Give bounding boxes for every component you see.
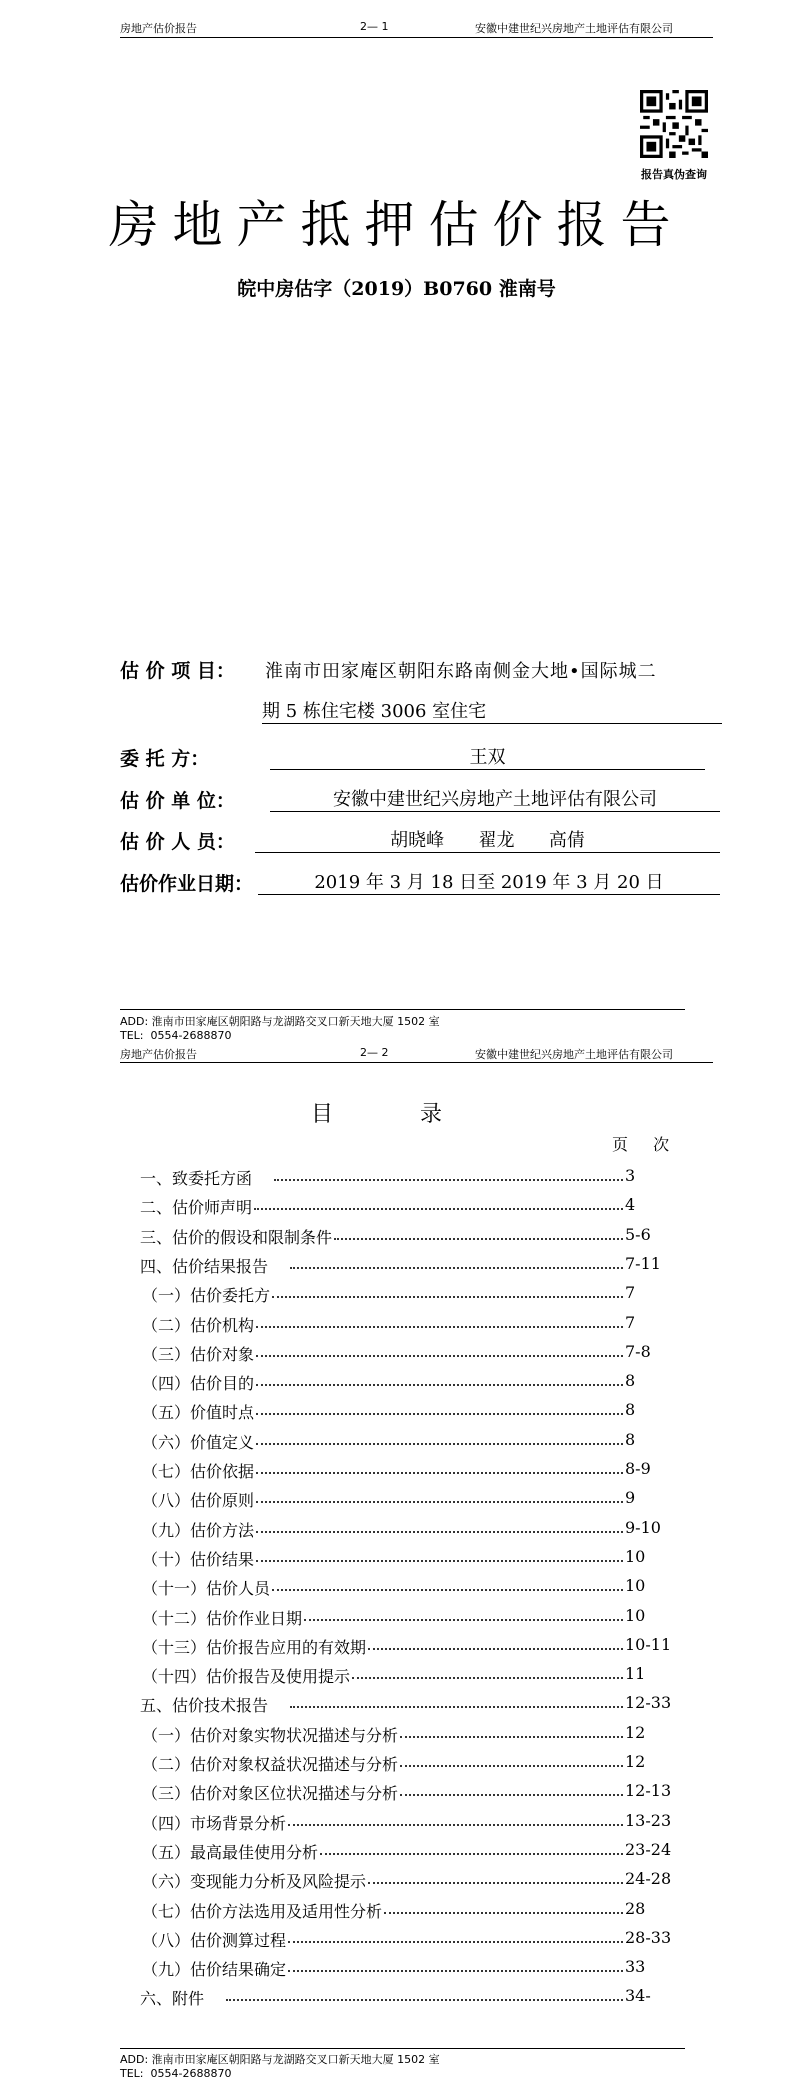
toc-leader-dots xyxy=(288,1820,623,1826)
toc-item-page: 10-11 xyxy=(625,1634,672,1654)
report-number: 皖中房估字（2019）B0760 淮南号 xyxy=(237,278,556,300)
toc-item-page: 12 xyxy=(625,1722,646,1742)
header-title-2: 房地产估价报告 xyxy=(120,1048,197,1061)
toc-item-label: （五）价值时点 xyxy=(142,1400,256,1423)
toc-item-page: 8-9 xyxy=(625,1459,651,1478)
toc-leader-dots xyxy=(384,1908,623,1914)
toc-item-label: （七）估价依据 xyxy=(142,1459,256,1482)
toc-item-label: （八）估价测算过程 xyxy=(142,1928,288,1951)
toc-item-label: （四）市场背景分析 xyxy=(142,1811,288,1834)
toc-item-page: 4 xyxy=(625,1195,636,1215)
date-label: 估价作业日期： xyxy=(120,873,254,895)
toc-item-page: 12-13 xyxy=(625,1781,672,1801)
toc-leader-dots xyxy=(256,1380,623,1386)
list-item xyxy=(0,1283,793,1311)
toc-item-label: （九）估价结果确定 xyxy=(142,1957,288,1980)
project-value-line2: 期 5 栋住宅楼 3006 室住宅 xyxy=(262,697,722,724)
list-item xyxy=(0,1195,793,1223)
toc-item-label: （十四）估价报告及使用提示 xyxy=(142,1664,352,1687)
toc-leader-dots xyxy=(334,1234,623,1240)
header-divider-2 xyxy=(120,1062,713,1063)
toc-item-label: （二）估价对象权益状况描述与分析 xyxy=(142,1752,400,1775)
toc-leader-dots xyxy=(290,1263,623,1269)
client-label: 委 托 方： xyxy=(120,748,210,770)
toc-leader-dots xyxy=(256,1351,623,1357)
header-divider xyxy=(120,37,713,38)
toc-item-page: 9 xyxy=(625,1488,636,1508)
toc-item-label: （十二）估价作业日期 xyxy=(142,1606,304,1629)
toc-item-page: 3 xyxy=(625,1166,636,1185)
toc-item-page: 10 xyxy=(625,1605,646,1625)
list-item xyxy=(0,1723,793,1751)
list-item xyxy=(0,1928,793,1956)
toc-item-page: 12 xyxy=(625,1752,646,1771)
list-item xyxy=(0,1899,793,1927)
list-item xyxy=(0,1957,793,1985)
toc-item-page: 24-28 xyxy=(625,1869,672,1889)
toc-item-page: 10 xyxy=(625,1576,646,1596)
toc-leader-dots xyxy=(254,1204,623,1210)
footer-address: ADD: 淮南市田家庵区朝阳路与龙湖路交叉口新天地大厦 1502 室 xyxy=(120,1015,440,1028)
toc-leader-dots xyxy=(256,1527,623,1533)
list-item xyxy=(0,1313,793,1341)
toc-item-page: 7 xyxy=(625,1312,636,1332)
toc-item-label: 四、估价结果报告 xyxy=(140,1254,270,1277)
toc-item-label: （一）估价委托方 xyxy=(142,1283,272,1306)
toc-item-label: （十一）估价人员 xyxy=(142,1576,272,1599)
client-value: 王双 xyxy=(270,743,705,770)
list-item xyxy=(0,1225,793,1253)
toc-leader-dots xyxy=(400,1761,623,1767)
toc-leader-dots xyxy=(256,1439,623,1445)
list-item xyxy=(0,1606,793,1634)
toc-item-page: 11 xyxy=(625,1664,646,1684)
toc-leader-dots xyxy=(256,1322,623,1328)
toc-item-page: 8 xyxy=(625,1429,636,1449)
list-item xyxy=(0,1371,793,1399)
toc-item-page: 9-10 xyxy=(625,1517,661,1537)
toc-item-page: 10 xyxy=(625,1546,646,1566)
footer-phone-2: TEL: 0554-2688870 xyxy=(120,2067,232,2080)
header-title: 房地产估价报告 xyxy=(120,22,197,35)
toc-item-label: 五、估价技术报告 xyxy=(140,1693,270,1716)
toc-item-page: 28-33 xyxy=(625,1927,672,1947)
toc-leader-dots xyxy=(256,1409,623,1415)
toc-item-label: 二、估价师声明 xyxy=(140,1195,254,1218)
toc-item-label: （六）变现能力分析及风险提示 xyxy=(142,1869,368,1892)
toc-item-label: （十）估价结果 xyxy=(142,1547,256,1570)
toc-item-label: 六、附件 xyxy=(140,1986,206,2009)
toc-item-page: 7-11 xyxy=(625,1253,661,1273)
list-item xyxy=(0,1635,793,1663)
toc-item-label: （四）估价目的 xyxy=(142,1371,256,1394)
toc-item-page: 7 xyxy=(625,1283,636,1303)
qr-caption: 报告真伪查询 xyxy=(641,168,707,181)
list-item xyxy=(0,1400,793,1428)
list-item xyxy=(0,1518,793,1546)
toc-item-label: （十三）估价报告应用的有效期 xyxy=(142,1635,368,1658)
qr-code-icon xyxy=(640,90,708,158)
list-item xyxy=(0,1459,793,1487)
toc-leader-dots xyxy=(288,1966,623,1972)
header-company: 安徽中建世纪兴房地产土地评估有限公司 xyxy=(475,22,673,35)
toc-leader-dots xyxy=(320,1849,623,1855)
toc-leader-dots xyxy=(272,1585,623,1591)
toc-leader-dots xyxy=(368,1644,623,1650)
header-page-number-2: 2— 2 xyxy=(360,1046,389,1059)
footer-phone: TEL: 0554-2688870 xyxy=(120,1029,232,1042)
staff-value: 胡晓峰 翟龙 高倩 xyxy=(255,826,720,853)
toc-item-label: （八）估价原则 xyxy=(142,1488,256,1511)
toc-leader-dots xyxy=(288,1937,623,1943)
project-label: 估 价 项 目： xyxy=(120,660,235,682)
report-title: 房地产抵押估价报告 xyxy=(108,196,685,254)
staff-label: 估 价 人 员： xyxy=(120,831,235,853)
toc-leader-dots xyxy=(352,1673,623,1679)
list-item xyxy=(0,1430,793,1458)
list-item xyxy=(0,1840,793,1868)
toc-item-label: （五）最高最佳使用分析 xyxy=(142,1840,320,1863)
header-page-number: 2— 1 xyxy=(360,20,389,33)
toc-item-label: 三、估价的假设和限制条件 xyxy=(140,1225,334,1248)
toc-item-page: 8 xyxy=(625,1400,636,1420)
toc-item-label: 一、致委托方函 xyxy=(140,1166,254,1189)
toc-item-page: 13-23 xyxy=(625,1810,672,1830)
list-item xyxy=(0,1576,793,1604)
toc-item-label: （七）估价方法选用及适用性分析 xyxy=(142,1899,384,1922)
organization-value: 安徽中建世纪兴房地产土地评估有限公司 xyxy=(270,785,720,812)
toc-leader-dots xyxy=(274,1175,623,1181)
toc-item-page: 7-8 xyxy=(625,1341,651,1361)
header-company-2: 安徽中建世纪兴房地产土地评估有限公司 xyxy=(475,1048,673,1061)
toc-item-label: （九）估价方法 xyxy=(142,1518,256,1541)
list-item xyxy=(0,1869,793,1897)
toc-leader-dots xyxy=(256,1497,623,1503)
list-item xyxy=(0,1254,793,1282)
list-item xyxy=(0,1488,793,1516)
toc-item-label: （二）估价机构 xyxy=(142,1313,256,1336)
toc-leader-dots xyxy=(368,1878,623,1884)
list-item xyxy=(0,1752,793,1780)
toc-item-label: （六）价值定义 xyxy=(142,1430,256,1453)
toc-leader-dots xyxy=(400,1732,623,1738)
toc-leader-dots xyxy=(272,1292,623,1298)
toc-item-page: 12-33 xyxy=(625,1693,672,1713)
toc-item-page: 23-24 xyxy=(625,1839,672,1859)
list-item xyxy=(0,1664,793,1692)
toc-item-label: （一）估价对象实物状况描述与分析 xyxy=(142,1723,400,1746)
list-item xyxy=(0,1547,793,1575)
toc-page-column-header: 页 次 xyxy=(612,1135,680,1154)
toc-item-page: 33 xyxy=(625,1957,646,1977)
date-value: 2019 年 3 月 18 日至 2019 年 3 月 20 日 xyxy=(258,868,720,895)
toc-leader-dots xyxy=(256,1556,623,1562)
footer-address-2: ADD: 淮南市田家庵区朝阳路与龙湖路交叉口新天地大厦 1502 室 xyxy=(120,2053,440,2066)
footer-divider xyxy=(120,1009,685,1010)
toc-item-page: 28 xyxy=(625,1898,646,1918)
toc-item-label: （三）估价对象 xyxy=(142,1342,256,1365)
list-item xyxy=(0,1986,793,2014)
toc-leader-dots xyxy=(226,1995,623,2001)
toc-item-label: （三）估价对象区位状况描述与分析 xyxy=(142,1781,400,1804)
list-item xyxy=(0,1166,793,1194)
toc-title: 目 录 xyxy=(311,1102,482,1127)
list-item xyxy=(0,1811,793,1839)
toc-leader-dots xyxy=(304,1615,623,1621)
toc-leader-dots xyxy=(290,1702,623,1708)
organization-label: 估 价 单 位： xyxy=(120,790,235,812)
toc-leader-dots xyxy=(256,1468,623,1474)
list-item xyxy=(0,1781,793,1809)
toc-item-page: 34- xyxy=(625,1986,651,2006)
toc-item-page: 5-6 xyxy=(625,1224,651,1244)
footer-divider-2 xyxy=(120,2048,685,2049)
list-item xyxy=(0,1342,793,1370)
toc-item-page: 8 xyxy=(625,1371,636,1391)
toc-leader-dots xyxy=(400,1790,623,1796)
project-value-line1: 淮南市田家庵区朝阳东路南侧金大地•国际城二 xyxy=(265,661,657,682)
list-item xyxy=(0,1693,793,1721)
